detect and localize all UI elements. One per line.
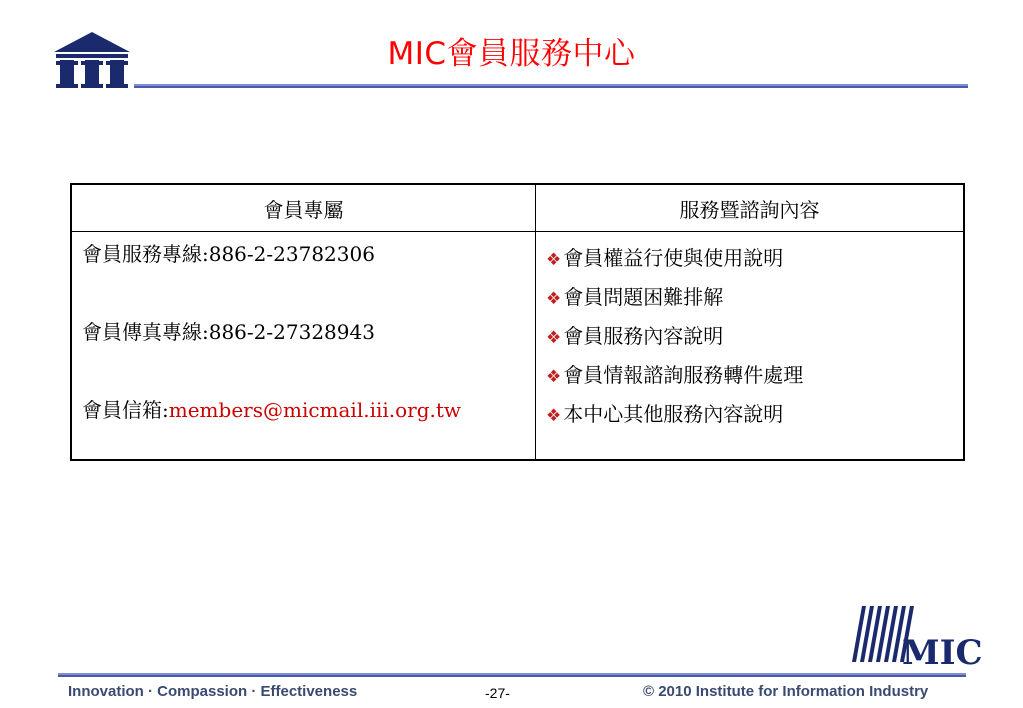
list-item: ❖ 會員問題困難排解 <box>546 285 724 309</box>
title-divider <box>134 84 968 88</box>
diamond-bullet-icon: ❖ <box>546 250 562 270</box>
list-item: ❖ 本中心其他服務內容說明 <box>546 402 784 426</box>
diamond-bullet-icon: ❖ <box>546 289 562 309</box>
list-item: ❖ 會員情報諮詢服務轉件處理 <box>546 363 804 387</box>
table-row <box>71 232 964 461</box>
fax-text: 會員傳真專線:886-2-27328943 <box>82 320 375 344</box>
table-header-row <box>71 184 964 232</box>
svg-text:MIC: MIC <box>902 633 983 673</box>
email-line <box>82 396 525 424</box>
page-number: -27- <box>485 685 510 701</box>
diamond-bullet-icon: ❖ <box>546 367 562 387</box>
footer-divider <box>58 673 966 677</box>
footer-tagline: Innovation · Compassion · Effectiveness <box>68 683 358 700</box>
diamond-bullet-icon: ❖ <box>546 328 562 348</box>
member-service-table <box>70 183 965 461</box>
services-cell <box>536 232 965 461</box>
list-item: ❖ 會員服務內容說明 <box>546 324 724 348</box>
list-item: ❖ 會員權益行使與使用說明 <box>546 246 784 270</box>
contact-cell <box>71 232 536 461</box>
diamond-bullet-icon: ❖ <box>546 406 562 426</box>
page-title: MIC會員服務中心 <box>387 36 636 72</box>
hotline-text: 會員服務專線:886-2-23782306 <box>82 242 375 266</box>
header-service-content: 服務暨諮詢內容 <box>536 184 965 232</box>
email-link[interactable]: members@micmail.iii.org.tw <box>168 398 462 422</box>
footer-copyright: © 2010 Institute for Information Industry <box>643 683 929 700</box>
header-member-exclusive: 會員專屬 <box>71 184 536 232</box>
mic-logo <box>848 602 983 673</box>
email-label: 會員信箱: <box>82 398 169 422</box>
